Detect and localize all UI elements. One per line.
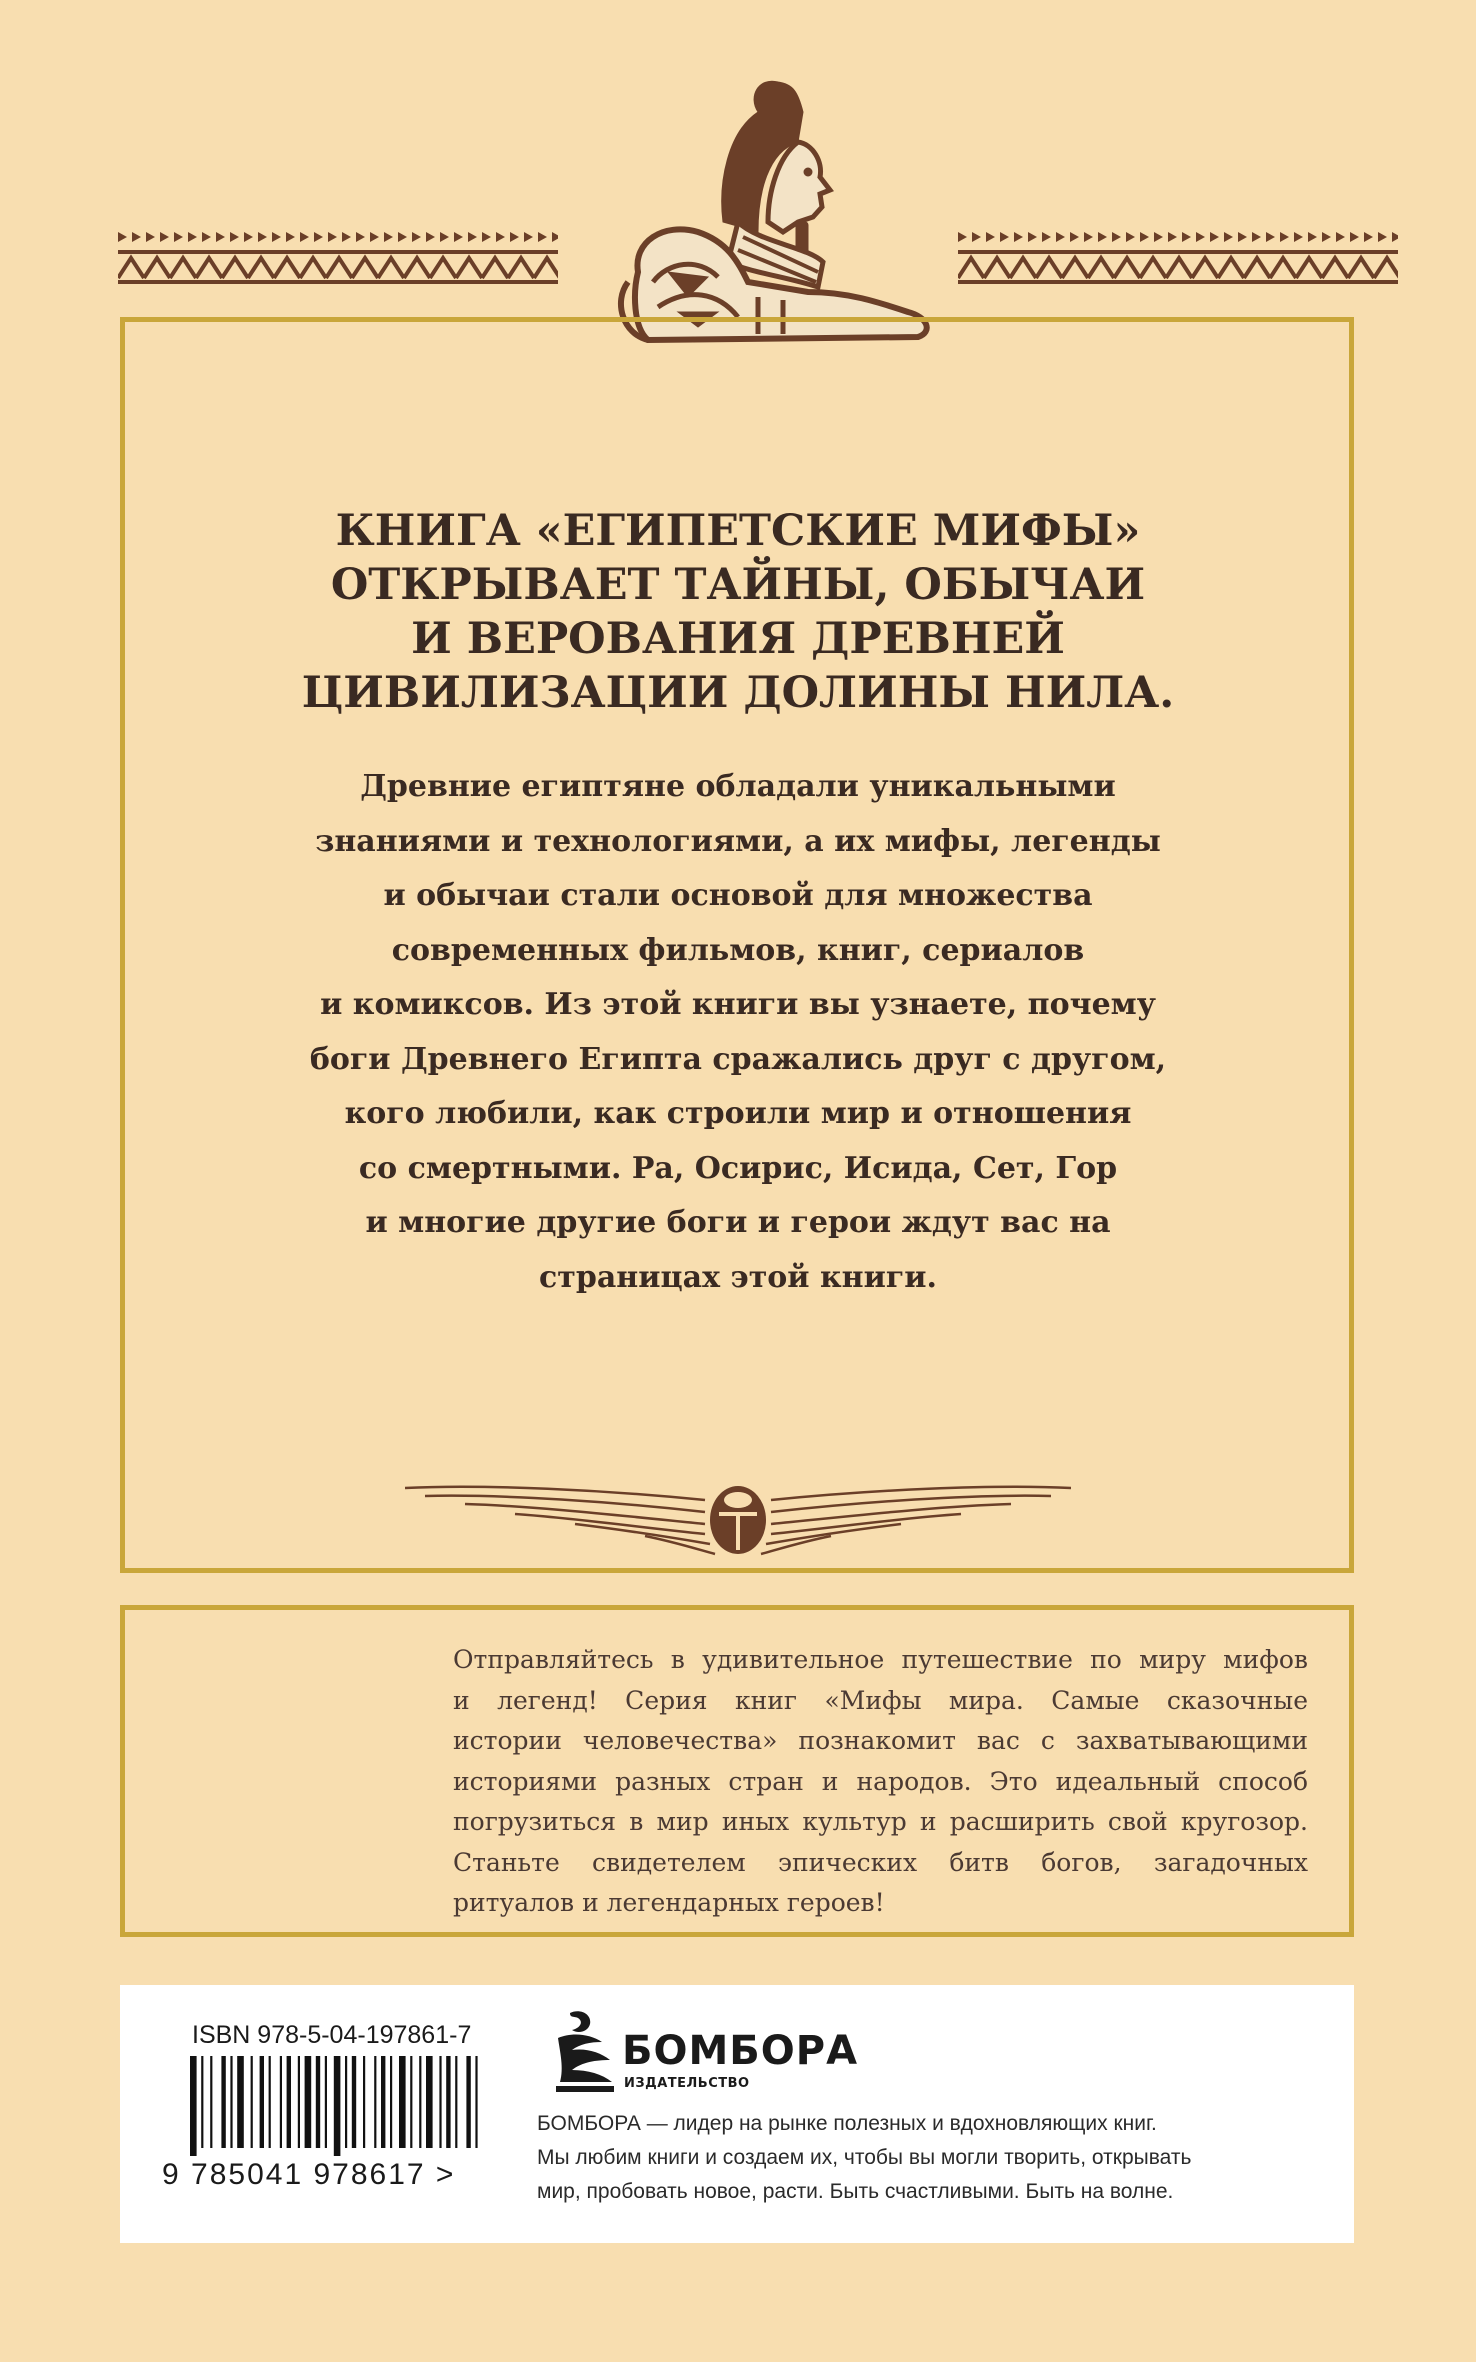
description-line: Древние египтяне обладали уникальными	[360, 769, 1116, 804]
publisher-line: мир, пробовать новое, расти. Быть счастливыми. Быть на волне.	[537, 2180, 1174, 2203]
description-line: знаниями и технологиями, а их мифы, легенды	[315, 823, 1161, 859]
series-line: и легенд! Серия книг «Мифы мира. Самые сказочные	[453, 1685, 1308, 1715]
isbn-number: ISBN 978-5-04-197861-7	[192, 2021, 472, 2049]
publisher-line: БОМБОРА — лидер на рынке полезных и вдохновляющих книг.	[537, 2112, 1157, 2135]
series-line: погрузиться в мир иных культур и расширить свой кругозор.	[453, 1807, 1308, 1836]
description-line: и обычаи стали основой для множества	[383, 878, 1093, 913]
description-line: кого любили, как строили мир и отношения	[344, 1096, 1132, 1131]
headline-line: И ВЕРОВАНИЯ ДРЕВНЕЙ	[411, 614, 1065, 664]
winged-scarab-ornament	[405, 1470, 1071, 1560]
publisher-name: БОМБОРА	[622, 2028, 859, 2074]
description-line: современных фильмов, книг, сериалов	[391, 932, 1085, 968]
description-line: и многие другие боги и герои ждут вас на	[365, 1205, 1111, 1240]
series-line: Отправляйтесь в удивительное путешествие по миру мифов	[453, 1645, 1308, 1674]
bombora-logo-icon	[550, 2008, 620, 2098]
series-line: историями разных стран и народов. Это идеальный способ	[453, 1766, 1308, 1796]
headline-line: КНИГА «ЕГИПЕТСКИЕ МИФЫ»	[335, 506, 1141, 556]
right-ornament-border	[958, 230, 1398, 286]
headline	[160, 504, 1316, 720]
headline-line: ЦИВИЛИЗАЦИИ ДОЛИНЫ НИЛА.	[301, 668, 1175, 718]
publisher-subtitle: ИЗДАТЕЛЬСТВО	[624, 2076, 750, 2091]
headline-line: ОТКРЫВАЕТ ТАЙНЫ, ОБЫЧАИ	[330, 560, 1146, 610]
series-line: ритуалов и легендарных героев!	[453, 1888, 885, 1917]
publisher-description	[537, 2107, 1191, 2209]
barcode-digits: 9 785041 978617 >	[162, 2158, 456, 2191]
description-line: страницах этой книги.	[539, 1259, 937, 1295]
series-line: истории человечества» познакомит вас с захватывающими	[453, 1726, 1308, 1755]
publisher-line: Мы любим книги и создаем их, чтобы вы могли творить, открывать	[537, 2146, 1192, 2169]
left-ornament-border	[118, 230, 558, 286]
series-line: Станьте свидетелем эпических битв богов, загадочных	[453, 1847, 1308, 1877]
barcode	[190, 2056, 500, 2156]
series-description	[453, 1640, 1308, 1924]
description	[160, 760, 1316, 1305]
description-line: боги Древнего Египта сражались друг с другом,	[309, 1041, 1167, 1077]
description-line: со смертными. Ра, Осирис, Исида, Сет, Гор	[358, 1150, 1118, 1186]
description-line: и комиксов. Из этой книги вы узнаете, почему	[320, 987, 1156, 1022]
